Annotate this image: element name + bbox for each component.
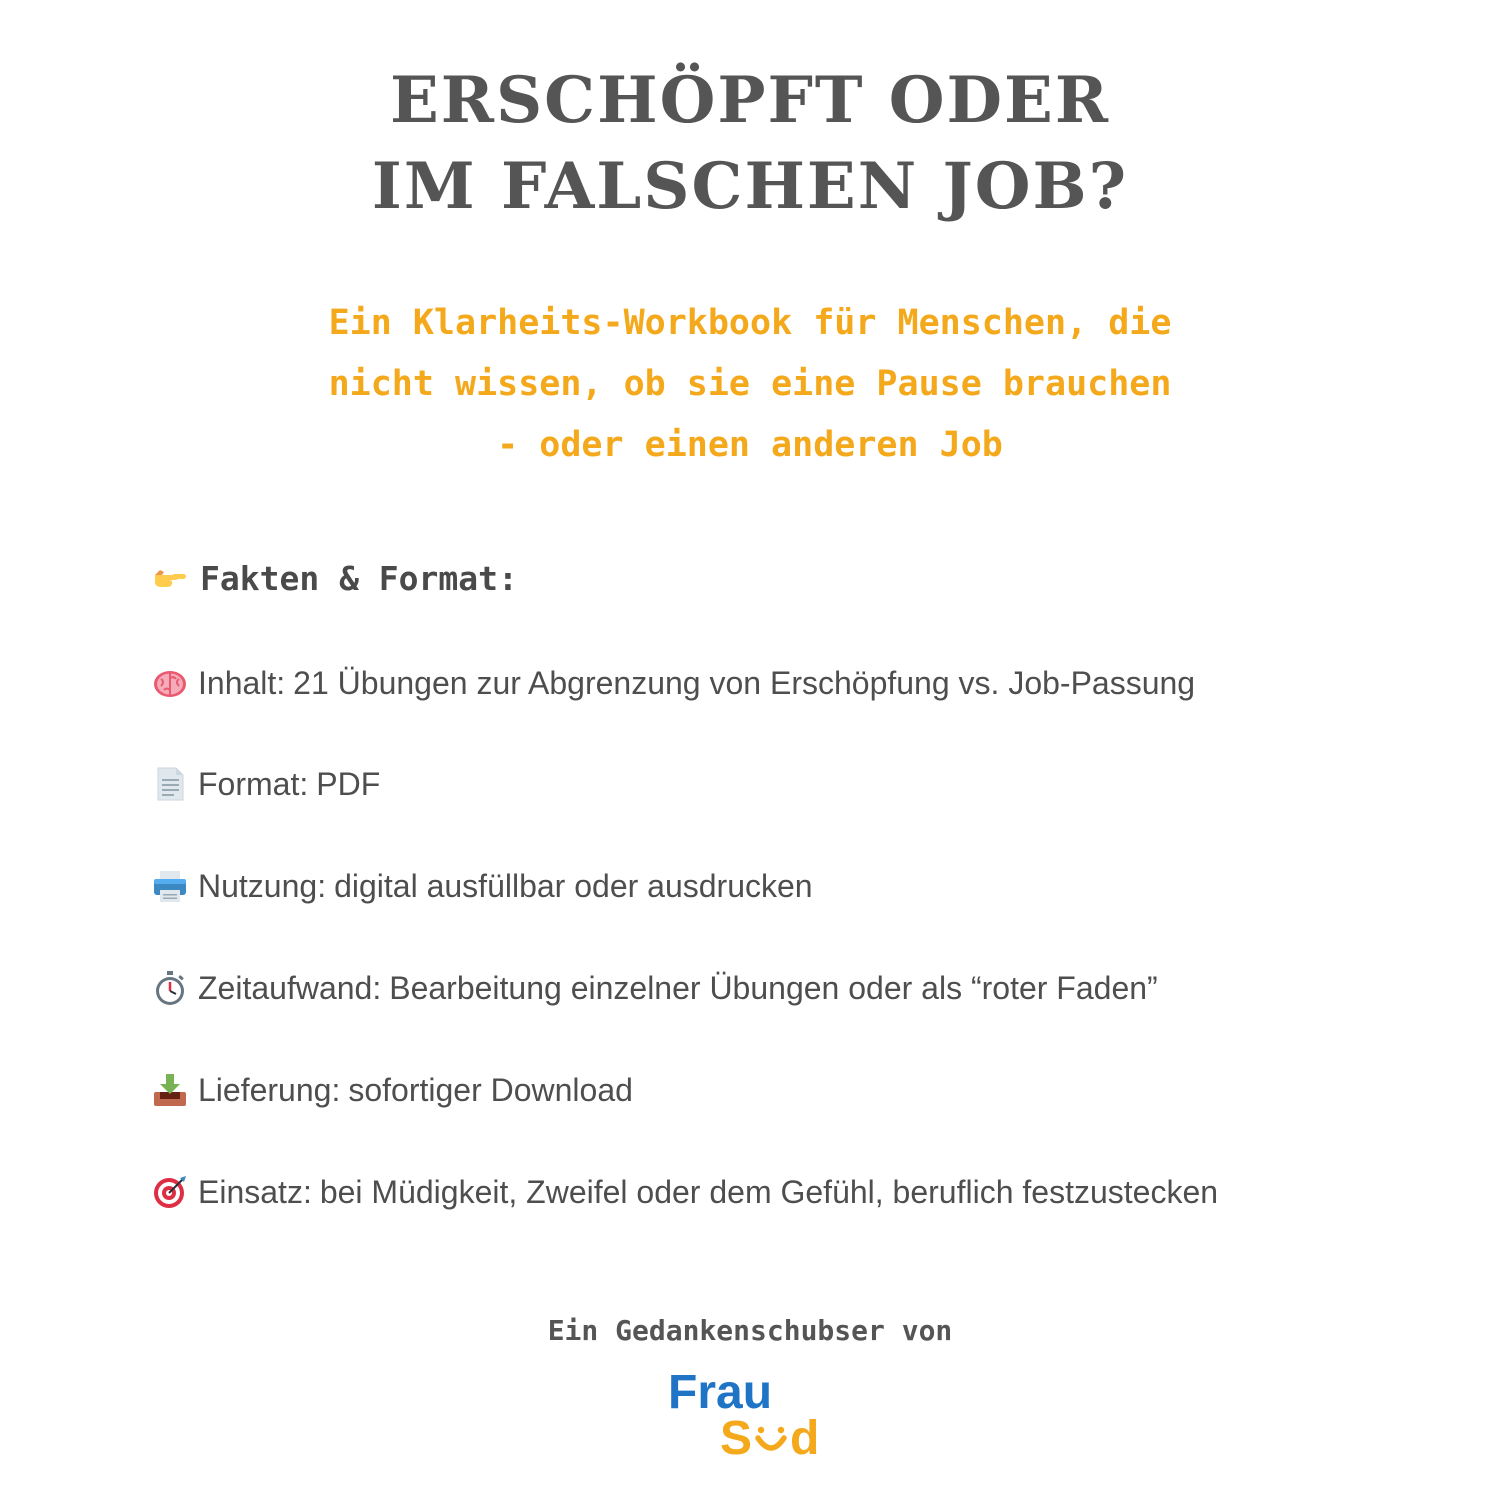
smiley-u-icon [752, 1418, 790, 1464]
fact-time-label: Zeitaufwand: [198, 969, 382, 1006]
fact-usage-value: digital ausfüllbar oder ausdrucken [334, 867, 813, 904]
logo-letter-d: d [790, 1412, 820, 1465]
fact-format-label: Format: [198, 765, 309, 802]
facts-heading-text: Fakten & Format: [200, 558, 518, 598]
target-icon [152, 1174, 188, 1210]
brain-icon [152, 665, 188, 701]
fact-usage [152, 861, 813, 911]
title-line-1: ERSCHÖPFT ODER [389, 63, 1111, 138]
subtitle-line-1: Ein Klarheits-Workbook für Menschen, die [328, 303, 1172, 343]
printer-icon [152, 868, 188, 904]
fact-usage-label: Nutzung: [198, 867, 327, 904]
facts-heading [152, 552, 518, 604]
subtitle [0, 293, 1500, 476]
fact-use-case-value: bei Müdigkeit, Zweifel oder dem Gefühl, beruflich festzustecken [319, 1173, 1219, 1210]
fact-delivery-value: sofortiger Download [348, 1071, 633, 1108]
page-title [0, 58, 1500, 230]
logo-letter-s: S [720, 1412, 753, 1465]
subtitle-line-2: nicht wissen, ob sie eine Pause brauchen [328, 364, 1172, 404]
fact-delivery-label: Lieferung: [198, 1071, 341, 1108]
pointing-hand-icon [152, 560, 188, 596]
frau-sued-logo [668, 1368, 838, 1468]
subtitle-line-3: - oder einen anderen Job [497, 425, 1003, 465]
fact-content [152, 658, 1195, 708]
fact-format [152, 759, 380, 809]
fact-time-value: Bearbeitung einzelner Übungen oder als “roter Faden” [389, 969, 1158, 1006]
fact-delivery [152, 1065, 633, 1115]
fact-content-label: Inhalt: [198, 664, 286, 701]
inbox-download-icon [152, 1072, 188, 1108]
fact-use-case-label: Einsatz: [198, 1173, 312, 1210]
stopwatch-icon [152, 970, 188, 1006]
byline: Ein Gedankenschubser von [547, 1314, 953, 1347]
logo-text-frau: Frau [668, 1366, 773, 1419]
logo-text-sued [720, 1412, 819, 1464]
title-line-2: IM FALSCHEN JOB? [371, 149, 1129, 224]
fact-content-value: 21 Übungen zur Abgrenzung von Erschöpfung vs. Job-Passung [293, 664, 1196, 701]
fact-time [152, 963, 1158, 1013]
fact-format-value: PDF [316, 765, 381, 802]
document-icon [152, 766, 188, 802]
fact-use-case [152, 1167, 1218, 1217]
